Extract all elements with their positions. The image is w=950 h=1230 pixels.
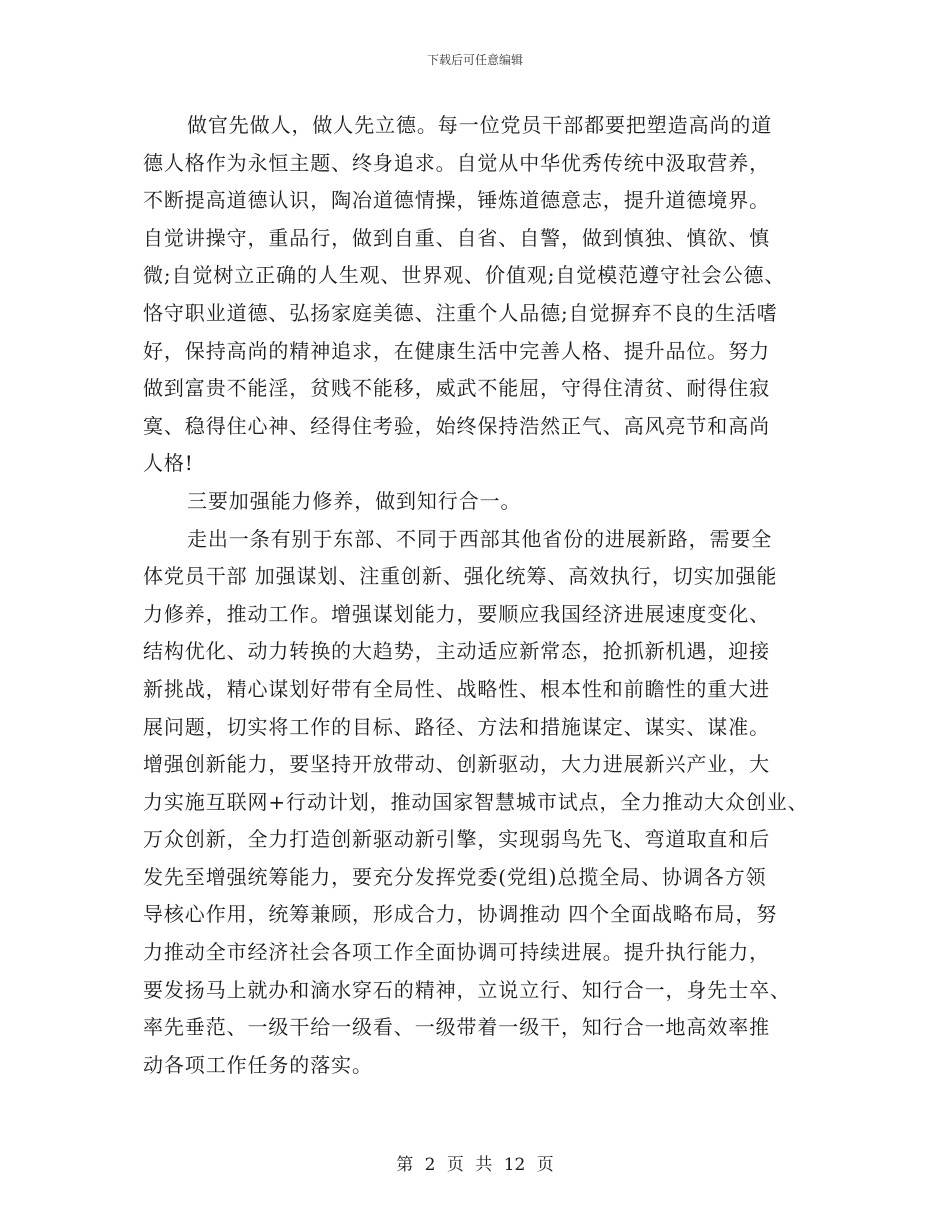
text-line: 新挑战，精心谋划好带有全局性、战略性、根本性和前瞻性的重大进 — [143, 676, 770, 701]
text-line: 发先至增强统筹能力，要充分发挥党委(党组)总揽全局、协调各方领 — [143, 864, 767, 889]
text-line: 寞、稳得住心神、经得住考验，始终保持浩然正气、高风亮节和高尚 — [143, 413, 770, 438]
text-line: 展问题，切实将工作的目标、路径、方法和措施谋定、谋实、谋准。 — [143, 714, 770, 739]
document-body — [143, 107, 819, 1084]
text-line: 要发扬马上就办和滴水穿石的精神，立说立行、知行合一，身先士卒、 — [143, 977, 791, 1002]
text-line: 力推动全市经济社会各项工作全面协调可持续进展。提升执行能力， — [143, 940, 770, 965]
text-line: 微;自觉树立正确的人生观、世界观、价值观;自觉模范遵守社会公德、 — [143, 263, 786, 288]
text-line: 走出一条有别于东部、不同于西部其他省份的进展新路，需要全 — [187, 526, 773, 551]
heading-line: 三要加强能力修养，做到知行合一。 — [187, 488, 522, 513]
page-number: 第 2 页 共 12 页 — [396, 1155, 554, 1175]
text-line: 体党员干部 加强谋划、注重创新、强化统筹、高效执行，切实加强能 — [143, 564, 778, 589]
text-line: 好，保持高尚的精神追求，在健康生活中完善人格、提升品位。努力 — [143, 338, 770, 363]
paragraph-1 — [143, 107, 819, 483]
text-line: 动各项工作任务的落实。 — [143, 1052, 373, 1077]
paragraph-3 — [143, 521, 819, 1085]
text-line: 导核心作用，统筹兼顾，形成合力，协调推动 四个全面战略布局，努 — [143, 902, 778, 927]
text-line: 万众创新，全力打造创新驱动新引擎，实现弱鸟先飞、弯道取直和后 — [143, 827, 770, 852]
section-heading — [143, 483, 819, 521]
text-line: 率先垂范、一级干给一级看、一级带着一级干，知行合一地高效率推 — [143, 1015, 770, 1040]
text-line: 自觉讲操守，重品行，做到自重、自省、自警，做到慎独、慎欲、慎 — [143, 225, 770, 250]
text-line: 不断提高道德认识，陶冶道德情操，锤炼道德意志，提升道德境界。 — [143, 188, 770, 213]
text-line: 做到富贵不能淫，贫贱不能移，威武不能屈，守得住清贫、耐得住寂 — [143, 376, 770, 401]
text-line: 力修养，推动工作。增强谋划能力，要顺应我国经济进展速度变化、 — [143, 601, 770, 626]
text-line: 恪守职业道德、弘扬家庭美德、注重个人品德;自觉摒弃不良的生活嗜 — [143, 300, 778, 325]
text-line: 增强创新能力，要坚持开放带动、创新驱动，大力进展新兴产业，大 — [143, 752, 770, 777]
text-line: 德人格作为永恒主题、终身追求。自觉从中华优秀传统中汲取营养， — [143, 150, 770, 175]
text-line: 做官先做人，做人先立德。每一位党员干部都要把塑造高尚的道 — [187, 113, 773, 137]
text-line: 结构优化、动力转换的大趋势，主动适应新常态，抢抓新机遇，迎接 — [143, 639, 770, 664]
text-line: 力实施互联网+行动计划，推动国家智慧城市试点，全力推动大众创业、 — [143, 789, 809, 814]
page-header: 下载后可任意编辑 — [426, 53, 523, 67]
text-line: 人格! — [143, 451, 194, 476]
